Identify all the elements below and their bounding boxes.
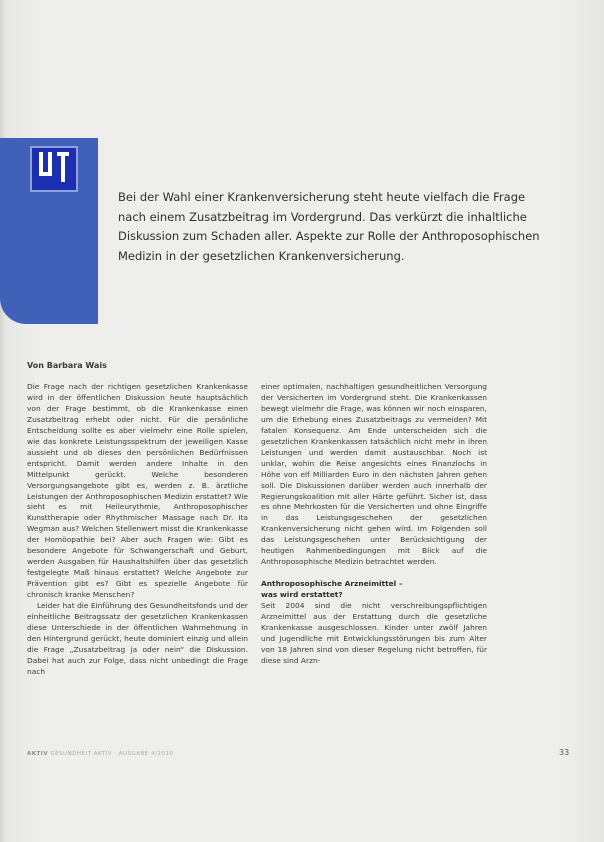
section-heading-line-2: was wird erstattet?: [261, 590, 343, 600]
paragraph: einer optimalen, nachhaltigen gesundheitlichen Versorgung der Versicherten im Vordergrund steht. Die Krankenkassen bewegt vielmehr die Frage, was können wir noch einsparen, um die Erhebung eines Zusatzbeitrags zu vermeiden? Mit fatalen Konsequenz. Am Ende unterscheiden sich die gesetzlichen Krankenkassen tatsächlich nicht mehr in ihren Leistungen und werden damit austauschbar. Noch ist unklar, wohin die Reise angesichts eines Finanzlochs in Höhe von elf Milliarden Euro in den nächsten Jahren gehen soll. Die Diskussionen darüber werden auch innerhalb der Regierungskoalition mit aller Härte geführt. Sicher ist, dass es ohne Mehrkosten für die Versicherten und ohne Eingriffe in das Leistungsgeschehen der gesetzlichen Krankenversicherung nicht gehen wird. Im Folgenden soll das Leistungsgeschehen unter Berücksichtigung der heutigen Rahmenbedingungen mit Blick auf die Anthroposophische Medizin betrachtet werden.: [261, 382, 487, 567]
footer-issue: GESUNDHEIT AKTIV · AUSGABE 4/2010: [50, 751, 174, 757]
author-byline: Von Barbara Wais: [27, 361, 107, 370]
logo-glyph-icon: [32, 148, 76, 190]
paragraph: Die Frage nach der richtigen gesetzlichen Krankenkasse wird in der öffentlichen Diskussion heute hauptsächlich von der Frage bestimmt, ob die Krankenkasse einen Zusatzbeitrag erhebt oder nicht. Für die persönliche Entscheidung sollte es aber vielmehr eine Rolle spielen, wie das konkrete Leistungsspektrum der jeweiligen Kasse aussieht und ob dieses den persönlichen Bedürfnissen entspricht. Damit werden andere Inhalte in den Mittelpunkt gerückt. Welche besonderen Versorgungsangebote gibt es, werden z. B. ärztliche Leistungen der Anthroposophischen Medizin erstattet? Wie sieht es mit Heileurythmie, Anthroposophischer Kunsttherapie oder Rhythmischer Massage nach Dr. Ita Wegman aus? Welchen Stellenwert misst die Krankenkasse der Homöopathie bei? Aber auch Fragen wie: Gibt es besondere Angebote für Schwangerschaft und Geburt, werden Ausgaben für Haushaltshilfen über das gesetzlich festgelegte Maß hinaus erstattet? Welche Angebote zur Prävention gibt es? Gibt es spezielle Angebote für chronisch kranke Menschen?: [27, 382, 248, 600]
page-number: 33: [559, 748, 570, 757]
footer-magazine: AKTIV: [27, 751, 49, 757]
article-column-right: [261, 382, 487, 667]
section-heading: [261, 579, 487, 601]
logo-icon: [30, 146, 78, 192]
article-column-left: [27, 382, 248, 678]
section-heading-line-1: Anthroposophische Arzneimittel –: [261, 579, 403, 589]
intro-text: Bei der Wahl einer Krankenversicherung steht heute vielfach die Frage nach einem Zusatzbeitrag im Vordergrund. Das verkürzt die inhaltliche Diskussion zum Schaden aller. Aspekte zur Rolle der Anthroposophischen Medizin in der gesetzlichen Krankenversicherung.: [118, 190, 540, 263]
page-footer: [27, 751, 567, 757]
paragraph: Leider hat die Einführung des Gesundheitsfonds und der einheitliche Beitragssatz der gesetzlichen Krankenkassen diese Unterschiede in der öffentlichen Wahrnehmung in den Hintergrund gerückt, heute dominiert einzig und allein die Frage „Zusatzbeitrag ja oder nein“ die Diskussion. Dabei hat auch zur Folge, dass nicht unbedingt die Frage nach: [27, 601, 248, 676]
paragraph: Seit 2004 sind die nicht verschreibungspflichtigen Arzneimittel aus der Erstattung durch die gesetzliche Krankenkasse ausgeschlossen. Kinder unter zwölf Jahren und Jugendliche mit Entwicklungsstörungen bis zum Alter von 18 Jahren sind von dieser Regelung nicht betroffen, für diese sind Arzn-: [261, 601, 487, 665]
